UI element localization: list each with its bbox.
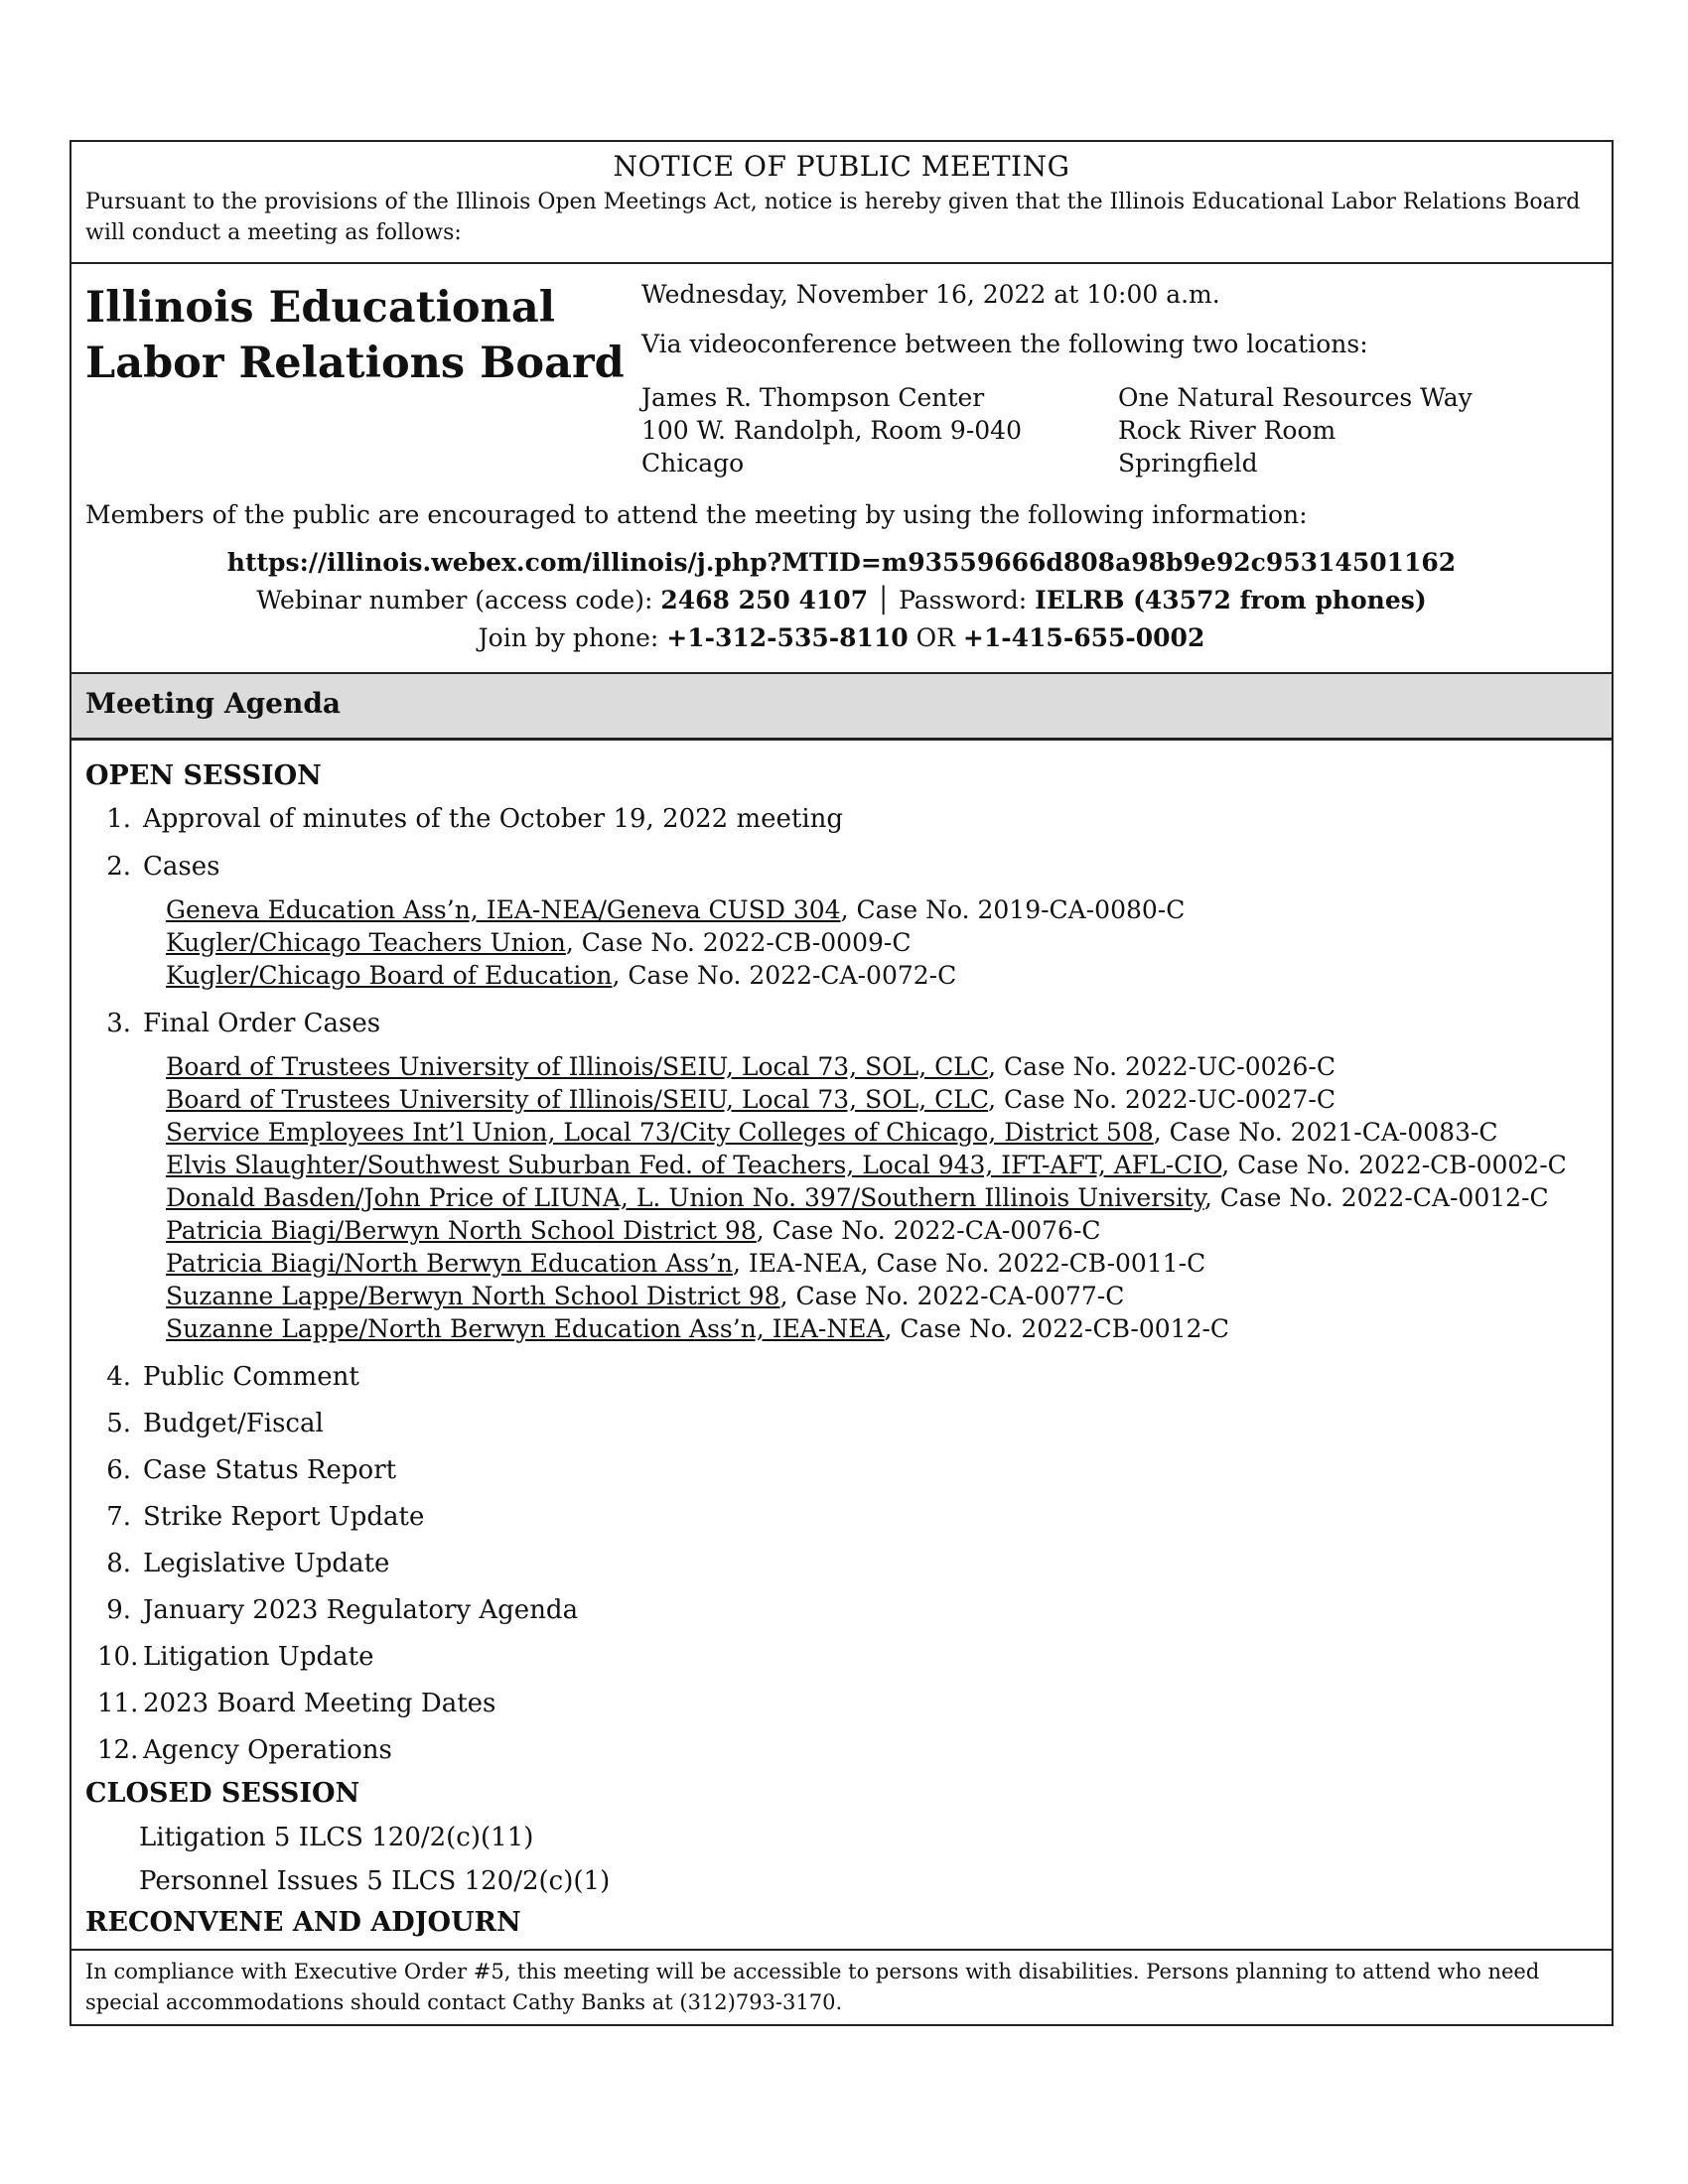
location-line: Springfield [1118,449,1258,478]
password-value: IELRB (43572 from phones) [1035,586,1427,614]
agenda-item: 4. Public Comment [106,1362,359,1392]
agenda-item: 11. 2023 Board Meeting Dates [97,1689,496,1718]
location-line: Chicago [641,449,745,478]
agenda-item: 5. Budget/Fiscal [106,1409,324,1438]
notice-title: NOTICE OF PUBLIC MEETING [613,150,1070,183]
agenda-item: 1. Approval of minutes of the October 19, 2022 meeting [106,804,844,834]
location-springfield [1118,381,1473,479]
location-line: 100 W. Randolph, Room 9-040 [641,416,1022,445]
case-entry: Kugler/Chicago Teachers Union, Case No. 2022-CB-0009-C [166,928,912,957]
organization-name-line2: Labor Relations Board [85,339,625,388]
closed-session-heading: CLOSED SESSION [85,1778,360,1809]
final-case-entry: Suzanne Lappe/North Berwyn Education Ass’n, IEA-NEA, Case No. 2022-CB-0012-C [166,1314,1230,1343]
accessibility-footer: In compliance with Executive Order #5, this meeting will be accessible to persons with disabilities. Persons planning to attend who need special accommodations should contact Cathy Banks at (312)793-3170. [71,1949,1612,2024]
webinar-code: 2468 250 4107 [660,586,869,614]
final-case-entry: Donald Basden/John Price of LIUNA, L. Union No. 397/Southern Illinois University, Case No. 2022-CA-0012-C [166,1183,1549,1212]
webinar-line [71,582,1612,619]
phone-number-1: +1-312-535-8110 [666,623,909,652]
meeting-via: Via videoconference between the following two locations: [641,330,1368,358]
case-entry: Kugler/Chicago Board of Education, Case No. 2022-CA-0072-C [166,961,957,990]
webinar-label: Webinar number (access code): [256,586,653,614]
agenda-item: 12. Agency Operations [97,1735,392,1765]
closed-item-personnel: Personnel Issues 5 ILCS 120/2(c)(1) [139,1866,611,1896]
final-case-entry: Service Employees Int’l Union, Local 73/City Colleges of Chicago, District 508, Case No. 2021-CA-0083-C [166,1118,1498,1147]
agenda-item: 8. Legislative Update [106,1549,390,1578]
organization-name [85,280,625,391]
phone-label: Join by phone: [478,623,659,652]
phone-number-2: +1-415-655-0002 [962,623,1205,652]
password-label: Password: [899,586,1028,614]
meeting-date: Wednesday, November 16, 2022 at 10:00 a.m. [641,280,1220,309]
agenda-item: 9. January 2023 Regulatory Agenda [106,1595,579,1625]
meeting-notice-document [70,140,1614,2026]
final-case-entry: Patricia Biagi/Berwyn North School District 98, Case No. 2022-CA-0076-C [166,1216,1101,1245]
final-case-entry: Board of Trustees University of Illinois/SEIU, Local 73, SOL, CLC, Case No. 2022-UC-0026-C [166,1052,1336,1081]
separator: │ [876,586,892,614]
agenda-item: 10. Litigation Update [97,1642,374,1672]
final-case-entry: Board of Trustees University of Illinois/SEIU, Local 73, SOL, CLC, Case No. 2022-UC-0027-C [166,1085,1336,1114]
location-chicago [641,381,1022,479]
case-entry: Geneva Education Ass’n, IEA-NEA/Geneva CUSD 304, Case No. 2019-CA-0080-C [166,895,1186,924]
public-intro: Members of the public are encouraged to attend the meeting by using the following information: [85,500,1308,529]
final-case-entry: Elvis Slaughter/Southwest Suburban Fed. of Teachers, Local 943, IFT-AFT, AFL-CIO, Case No. 2022-CB-0002-C [166,1151,1567,1179]
closed-item-litigation: Litigation 5 ILCS 120/2(c)(11) [139,1823,534,1852]
access-info [71,544,1612,657]
agenda-heading: Meeting Agenda [71,674,1612,741]
agenda-body [71,741,1612,1938]
agenda-item: 3. Final Order Cases [106,1009,381,1038]
phone-or: OR [915,623,955,652]
agenda-item: 6. Case Status Report [106,1455,397,1485]
agenda-item: 7. Strike Report Update [106,1502,425,1532]
location-line: Rock River Room [1118,416,1336,445]
meeting-info-section [71,264,1612,674]
location-line: One Natural Resources Way [1118,383,1473,412]
organization-name-line1: Illinois Educational [85,283,556,333]
location-line: James R. Thompson Center [641,383,985,412]
open-session-heading: OPEN SESSION [85,760,322,791]
final-case-entry: Patricia Biagi/North Berwyn Education Ass’n, IEA-NEA, Case No. 2022-CB-0011-C [166,1249,1206,1278]
webex-link[interactable]: https://illinois.webex.com/illinois/j.php?MTID=m93559666d808a98b9e92c95314501162 [226,548,1457,577]
notice-text: Pursuant to the provisions of the Illinois Open Meetings Act, notice is hereby given that the Illinois Educational Labor Relations Board will conduct a meeting as follows: [85,190,1581,245]
agenda-item: 2. Cases [106,852,220,882]
final-case-entry: Suzanne Lappe/Berwyn North School District 98, Case No. 2022-CA-0077-C [166,1282,1125,1310]
reconvene-heading: RECONVENE AND ADJOURN [85,1907,521,1938]
phone-line [71,619,1612,657]
notice-section [71,142,1612,264]
